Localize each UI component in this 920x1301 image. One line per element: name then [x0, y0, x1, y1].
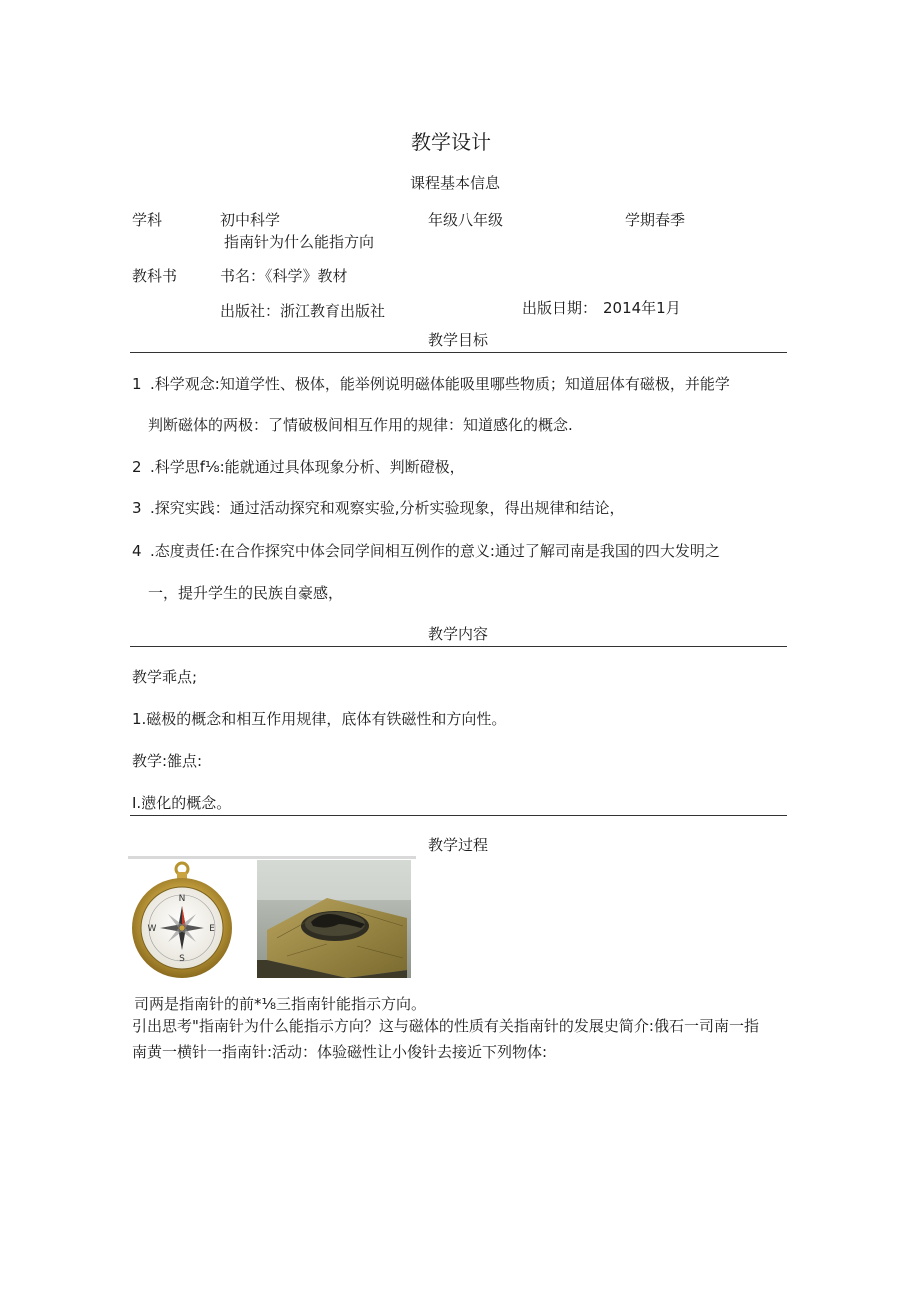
key-points-label: 教学乖点;	[132, 668, 198, 686]
compass-letter-s: S	[179, 954, 185, 964]
publish-date-value: 2014年1月	[603, 299, 681, 317]
divider	[130, 352, 787, 353]
image-top-rule	[128, 856, 416, 859]
objective-num: 1	[132, 375, 142, 393]
grade-info: 年级八年级	[428, 211, 504, 229]
objective-num: 2	[132, 458, 142, 476]
subject-value: 初中科学	[220, 211, 281, 229]
divider	[130, 815, 787, 816]
compass-letter-w: W	[147, 924, 157, 934]
objectives-heading: 教学目标	[428, 331, 489, 349]
publisher: 出版社：浙江教育出版社	[220, 302, 386, 320]
objective-text: .探究实践：通过活动探究和观察实验,分析实验现象，得出规律和结论，	[150, 499, 625, 517]
textbook-label: 教科书	[132, 267, 178, 285]
objective-text: .态度责任:在合作探究中体会同学间相互例作的意义:通过了解司南是我国的四大发明之	[150, 542, 720, 560]
image-caption: 司两是指南针的前*⅛三指南针能指示方向。	[134, 995, 427, 1013]
objective-num: 4	[132, 542, 142, 560]
objective-text-cont: 一，提升学生的民族自豪感，	[148, 584, 344, 602]
process-paragraph-line: 引出思考"指南针为什么能指示方向？这与磁体的性质有关指南针的发展史简介:俄石一司南一指	[132, 1017, 759, 1035]
objective-text: .科学观念:知道学性、极体，能举例说明磁体能吸里哪些物质；知道屈体有磁极，并能学	[150, 375, 730, 393]
content-heading: 教学内容	[428, 625, 489, 643]
objective-text-cont: 判断磁体的两极：了情破极间相互作用的规律：知道感化的概念.	[148, 416, 573, 434]
difficult-points-label: 教学:雒点:	[132, 752, 203, 770]
page-title: 教学设计	[411, 130, 491, 154]
process-paragraph-line: 南黄一横针一指南针:活动：体验磁性让小俊针去接近下列物体:	[132, 1043, 548, 1061]
lesson-title: 指南针为什么能指方向	[224, 233, 375, 251]
publish-date-label: 出版日期：	[522, 299, 598, 317]
book-name: 书名：《科学》教材	[220, 267, 348, 285]
subject-label: 学科	[132, 211, 163, 229]
compass-image	[130, 860, 248, 982]
process-heading: 教学过程	[428, 836, 489, 854]
compass-letter-e: E	[209, 924, 215, 934]
objective-text: .科学思f⅛:能就通过具体现象分析、判断磴极，	[150, 458, 465, 476]
divider	[130, 646, 787, 647]
difficult-point-item: I.懑化的概念。	[132, 794, 232, 812]
key-point-item: 1.磁极的概念和相互作用规律，底体有铁磁性和方向性。	[132, 710, 507, 728]
sinan-image	[257, 860, 411, 978]
objective-num: 3	[132, 499, 142, 517]
term-info: 学期春季	[625, 211, 686, 229]
course-info-heading: 课程基本信息	[410, 174, 501, 192]
compass-letter-n: N	[178, 894, 186, 904]
